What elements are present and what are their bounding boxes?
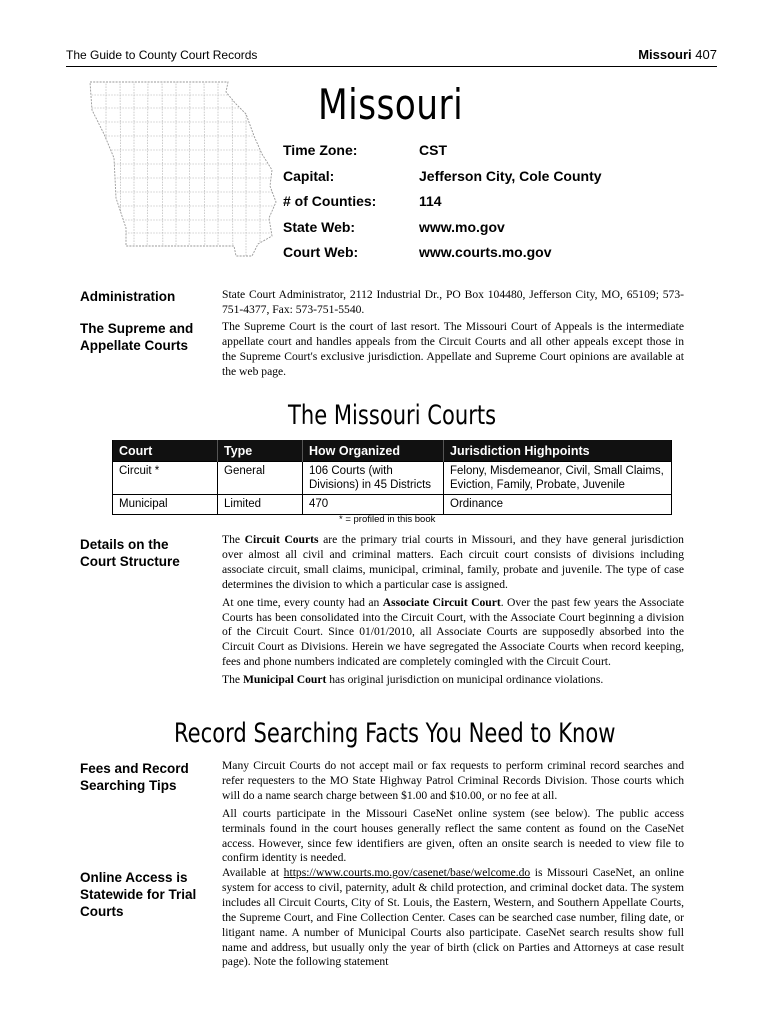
column-header-jurisdiction: Jurisdiction Highpoints <box>444 440 672 462</box>
cell-organized <box>303 495 444 515</box>
fact-value: Jefferson City, Cole County <box>419 167 602 184</box>
online-heading-line3: Courts <box>80 904 124 919</box>
running-header <box>66 46 717 67</box>
online-paragraph <box>222 866 684 970</box>
missouri-county-map <box>86 78 286 268</box>
cell-organized-line1: 106 Courts (with <box>309 465 393 477</box>
courts-table <box>112 440 672 515</box>
state-title: Missouri <box>318 80 464 129</box>
associate-court-term: Associate Circuit Court <box>382 595 501 609</box>
fees-paragraph-2: All courts participate in the Missouri CaseNet online system (see below). The public access terminals found in the court houses generally reflect the same content as found on the CaseNet access. However, since few identifiers are given, often an onsite search is needed to view file to confirm identity is needed. <box>222 806 684 865</box>
online-heading-line2: Statewide for Trial <box>80 887 197 902</box>
fact-label: Court Web: <box>283 244 359 260</box>
record-section-title: Record Searching Facts You Need to Know <box>174 718 616 749</box>
text-run: has original jurisdiction on municipal ordinance violations. <box>326 673 604 687</box>
details-heading-line2: Court Structure <box>80 554 180 569</box>
fees-paragraph-1: Many Circuit Courts do not accept mail or fax requests to perform criminal record searches and refer requesters to the MO State Highway Patrol Criminal Records Division. Those courts which will do a name search charge between $1.00 and $10.00, or no fee at all. <box>222 759 684 802</box>
fact-label: # of Counties: <box>283 193 377 209</box>
cell-type: General <box>218 462 303 495</box>
courts-section-title: The Missouri Courts <box>288 400 497 431</box>
fact-value: www.mo.gov <box>419 218 505 235</box>
column-header-court: Court <box>113 440 218 462</box>
municipal-court-term: Municipal Court <box>242 673 327 687</box>
cell-jurisdiction-line1: Ordinance <box>450 498 504 511</box>
details-paragraph-2 <box>222 596 684 671</box>
online-heading-line1: Online Access is <box>80 870 188 885</box>
table-row <box>113 495 672 515</box>
fact-value: CST <box>419 142 447 158</box>
supreme-heading-line1: The Supreme and <box>80 321 194 336</box>
supreme-heading-line2: Appellate Courts <box>80 338 189 353</box>
administration-text <box>222 288 684 321</box>
cell-organized <box>303 462 444 495</box>
text-run: are the primary trial courts in Missouri, and they have general jurisdiction over almost all civil and criminal matters. Each circuit court consists of divisions including associate circuit, small claims, municipal, criminal, family, probate and juvenile. The type of case determines the division to which a particular case is assigned. <box>222 533 684 591</box>
supreme-paragraph: The Supreme Court is the court of last resort. The Missouri Court of Appeals is the intermediate appellate court and handles appeals from the Circuit Courts and all other appeals except those in the Supreme Court's exclusive jurisdiction. Appellate and Supreme Court opinions are available at the web page. <box>222 320 684 378</box>
column-header-type: Type <box>218 440 303 462</box>
details-heading <box>80 536 180 570</box>
text-run: . Over the past few years the Associate Courts has been consolidated into the Circuit Court, with the Associate Court beginning a division of the Circuit Court. Since 01/01/2010, all Associate Courts are supposedly absorbed into the Circuit Court as Divisions. Herein we have segregated the Associate Courts when record keeping, fees and phone numbers indicated are completely comingled with the Circuit Court. <box>222 595 684 669</box>
table-footnote: * = profiled in this book <box>339 514 436 525</box>
supreme-heading <box>80 320 193 354</box>
fact-value: www.courts.mo.gov <box>419 244 552 260</box>
cell-jurisdiction <box>444 462 672 495</box>
fees-heading-line1: Fees and Record <box>80 761 189 776</box>
details-text <box>222 533 684 691</box>
details-paragraph-1 <box>222 533 684 593</box>
text-run: is Missouri CaseNet, an online system for access to civil, paternity, adult & child protection, and criminal docket data. The system includes all Circuit Courts, City of St. Louis, the Eastern, Western, and Southern Appellate Courts, the Supreme Court, and Fine Collection Center. Cases can be searched case number, filing date, or litigant name. A number of Municipal Courts also participate. CaseNet search results show full name and address, but usually only the year of birth (click on Parties and Attorneys at case result page). Note the following statement <box>222 866 684 969</box>
online-heading <box>80 869 196 920</box>
text-run: Available at <box>222 866 284 879</box>
fact-value: 114 <box>419 193 442 209</box>
online-text <box>222 866 684 973</box>
administration-heading: Administration <box>80 289 176 304</box>
circuit-courts-term: Circuit Courts <box>244 533 319 546</box>
fact-label: Time Zone: <box>283 142 358 158</box>
fact-label: Capital: <box>283 167 335 184</box>
column-header-organized: How Organized <box>303 440 444 462</box>
text-run: The <box>222 533 245 546</box>
text-run: The <box>222 673 243 687</box>
casenet-link[interactable]: https://www.courts.mo.gov/casenet/base/welcome.do <box>283 866 531 879</box>
cell-jurisdiction-line1: Felony, Misdemeanor, Civil, Small Claims, <box>450 465 664 477</box>
page-number: 407 <box>695 47 717 62</box>
cell-type: Limited <box>218 495 303 515</box>
cell-court: Municipal <box>113 495 218 515</box>
table-row <box>113 462 672 495</box>
courts-table-header <box>113 440 672 462</box>
cell-organized-line1: 470 <box>309 498 329 511</box>
book-title: The Guide to County Court Records <box>66 48 258 62</box>
supreme-text <box>222 320 684 383</box>
details-paragraph-3 <box>222 673 684 688</box>
fees-heading-line2: Searching Tips <box>80 778 177 793</box>
cell-organized-line2: Divisions) in 45 Districts <box>309 478 432 491</box>
page-label <box>638 47 717 62</box>
text-run: At one time, every county had an <box>222 595 383 609</box>
header-state-name: Missouri <box>638 47 692 62</box>
fees-text <box>222 759 684 869</box>
fact-label: State Web: <box>283 218 356 235</box>
administration-paragraph: State Court Administrator, 2112 Industrial Dr., PO Box 104480, Jefferson City, MO, 65109; 573-751-4377, Fax: 573-751-5540. <box>222 288 684 316</box>
cell-court: Circuit * <box>113 462 218 495</box>
cell-jurisdiction-line2: Eviction, Family, Probate, Juvenile <box>450 478 625 491</box>
fees-heading <box>80 760 189 794</box>
cell-jurisdiction <box>444 495 672 515</box>
details-heading-line1: Details on the <box>80 537 169 552</box>
